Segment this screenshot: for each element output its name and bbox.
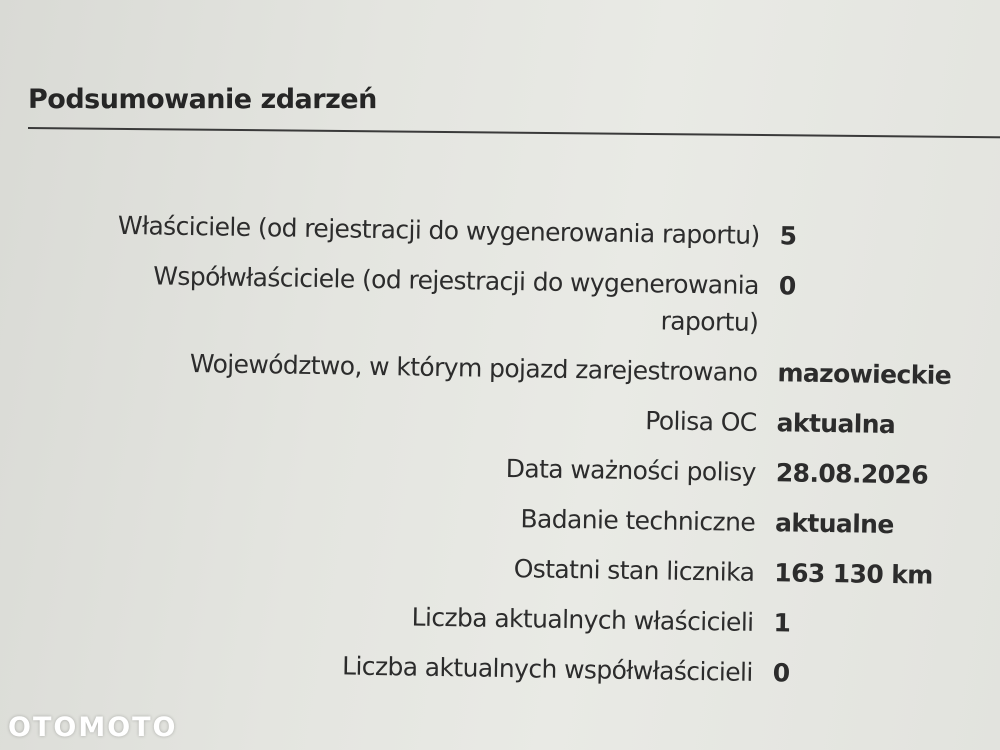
summary-row-current-owners <box>0 592 994 645</box>
row-label: Polisa OC <box>645 406 757 437</box>
summary-row-oc-policy <box>0 392 997 445</box>
summary-row-odometer <box>0 542 995 595</box>
row-label: Liczba aktualnych współwłaścicieli <box>341 651 753 687</box>
row-value: aktualne <box>774 508 894 540</box>
title-divider <box>28 127 1000 138</box>
row-value: 163 130 km <box>774 558 933 590</box>
row-label: Województwo, w którym pojazd zarejestrowano <box>189 349 758 387</box>
row-label: Ostatni stan licznika <box>513 554 755 587</box>
row-value: 0 <box>778 271 796 301</box>
summary-row-current-co-owners <box>0 642 993 695</box>
row-value: 0 <box>772 658 790 688</box>
row-label: Data ważności polisy <box>505 453 757 487</box>
row-value: 28.08.2026 <box>775 458 929 490</box>
row-label: Liczba aktualnych właścicieli <box>411 602 754 637</box>
summary-row-policy-expiry <box>0 442 996 495</box>
row-value: 1 <box>773 608 791 638</box>
summary-table <box>0 205 1000 708</box>
summary-row-voivodeship <box>0 342 998 395</box>
row-label: Właściciele (od rejestracji do wygenerowania raportu) <box>117 210 760 250</box>
summary-row-inspection <box>0 492 995 545</box>
row-label: Badanie techniczne <box>520 504 756 537</box>
row-value: mazowieckie <box>777 358 952 390</box>
summary-row-co-owners <box>0 255 999 345</box>
otomoto-watermark-logo: OTOMOTO <box>8 712 178 743</box>
row-label: Współwłaściciele (od rejestracji do wygenerowania raportu) <box>153 261 760 337</box>
summary-row-owners <box>0 205 1000 258</box>
section-title: Podsumowanie zdarzeń <box>28 84 377 115</box>
row-value: 5 <box>779 221 797 251</box>
row-value: aktualna <box>776 408 896 440</box>
